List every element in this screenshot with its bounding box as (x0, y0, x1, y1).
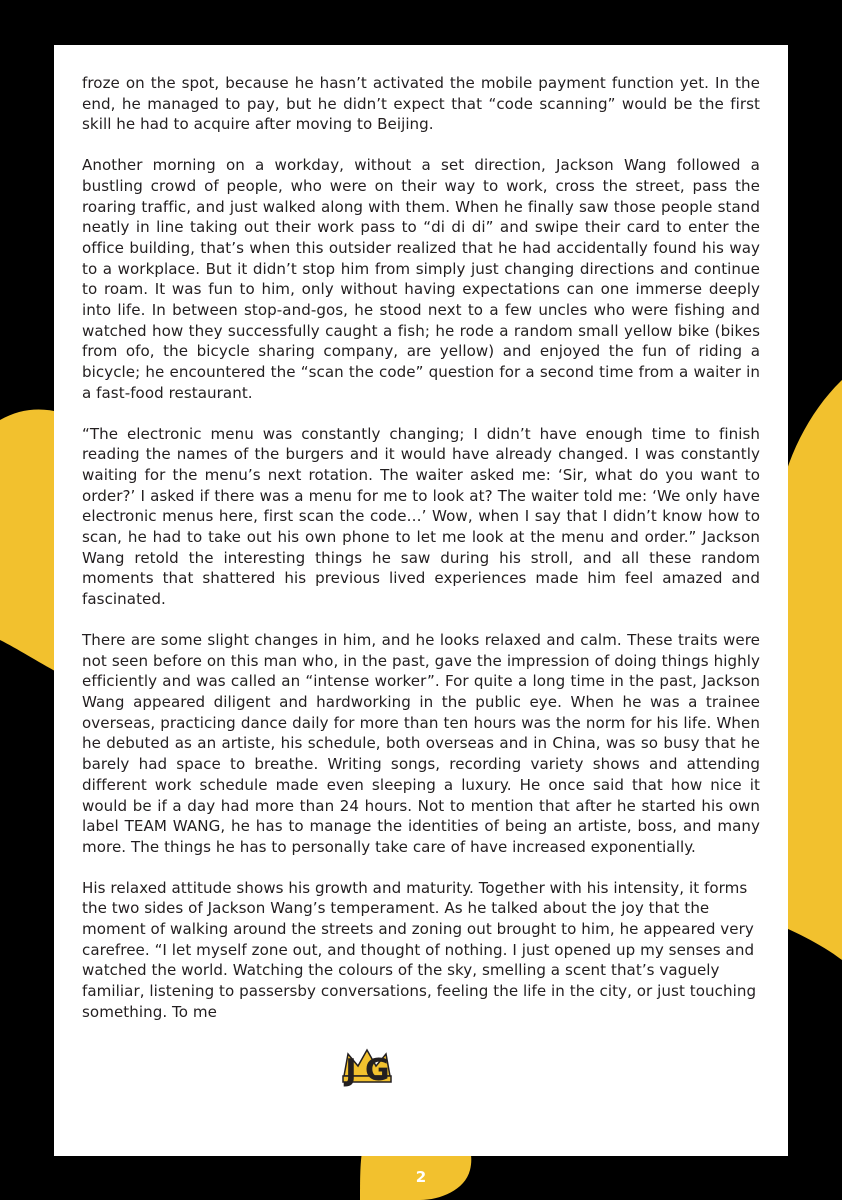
paragraph: His relaxed attitude shows his growth and maturity. Together with his intensity, it forms the two sides of Jackson Wang’s temperament. As he talked about the joy that the moment of walking around the streets and zoning out brought to him, he appeared very carefree. “I let myself zone out, and thought of nothing. I just opened up my senses and watched the world. Watching the colours of the sky, smelling a scent that’s vaguely familiar, listening to passersby conversations, feeling the life in the city, or just touching something. To me (82, 878, 757, 1021)
jwg-logo (322, 1046, 412, 1090)
paragraph: Another morning on a workday, without a set direction, Jackson Wang followed a bustling crowd of people, who were on their way to work, cross the street, pass the roaring traffic, and just walked along with them. When he finally saw those people stand neatly in line taking out their work pass to “di di di” and swipe their card to enter the office building, that’s when this outsider realized that he had accidentally found his way to a workplace. But it didn’t stop him from simply just changing directions and continue to roam. It was fun to him, only without having expectations can one immerse deeply into life. In between stop-and-gos, he stood next to a few uncles who were fishing and watched how they successfully caught a fish; he rode a random small yellow bike (bikes from ofo, the bicycle sharing company, are yellow) and enjoyed the fun of riding a bicycle; he encountered the “scan the code” question for a second time from a waiter in a fast-food restaurant. (82, 156, 760, 402)
paragraph: There are some slight changes in him, and he looks relaxed and calm. These traits were not seen before on this man who, in the past, gave the impression of doing things highly efficiently and was called an “intense worker”. For quite a long time in the past, Jackson Wang appeared diligent and hardworking in the public eye. When he was a trainee overseas, practicing dance daily for more than ten hours was the norm for his life. When he debuted as an artiste, his schedule, both overseas and in China, was so busy that he barely had space to breathe. Writing songs, recording variety shows and attending different work schedule made even sleeping a luxury. He once said that how nice it would be if a day had more than 24 hours. Not to mention that after he started his own label TEAM WANG, he has to manage the identities of being an artiste, boss, and many more. The things he has to personally take care of have increased exponentially. (82, 630, 760, 856)
page-content (54, 45, 788, 1156)
paragraph: froze on the spot, because he hasn’t activated the mobile payment function yet. In the end, he managed to pay, but he didn’t expect that “code scanning” would be the first skill he had to acquire after moving to Beijing. (82, 74, 760, 134)
page-number: 2 (415, 1168, 427, 1186)
logo-text: J G (345, 1053, 389, 1088)
paragraph: “The electronic menu was constantly changing; I didn’t have enough time to finish reading the names of the burgers and it would have already changed. I was constantly waiting for the menu’s next rotation. The waiter asked me: ‘Sir, what do you want to order?’ I asked if there was a menu for me to look at? The waiter told me: ‘We only have electronic menus here, first scan the code…’ Wow, when I say that I didn’t know how to scan, he had to take out his own phone to let me look at the menu and order.” Jackson Wang retold the interesting things he saw during his stroll, and all these random moments that shattered his previous lived experiences made him feel amazed and fascinated. (82, 424, 760, 609)
